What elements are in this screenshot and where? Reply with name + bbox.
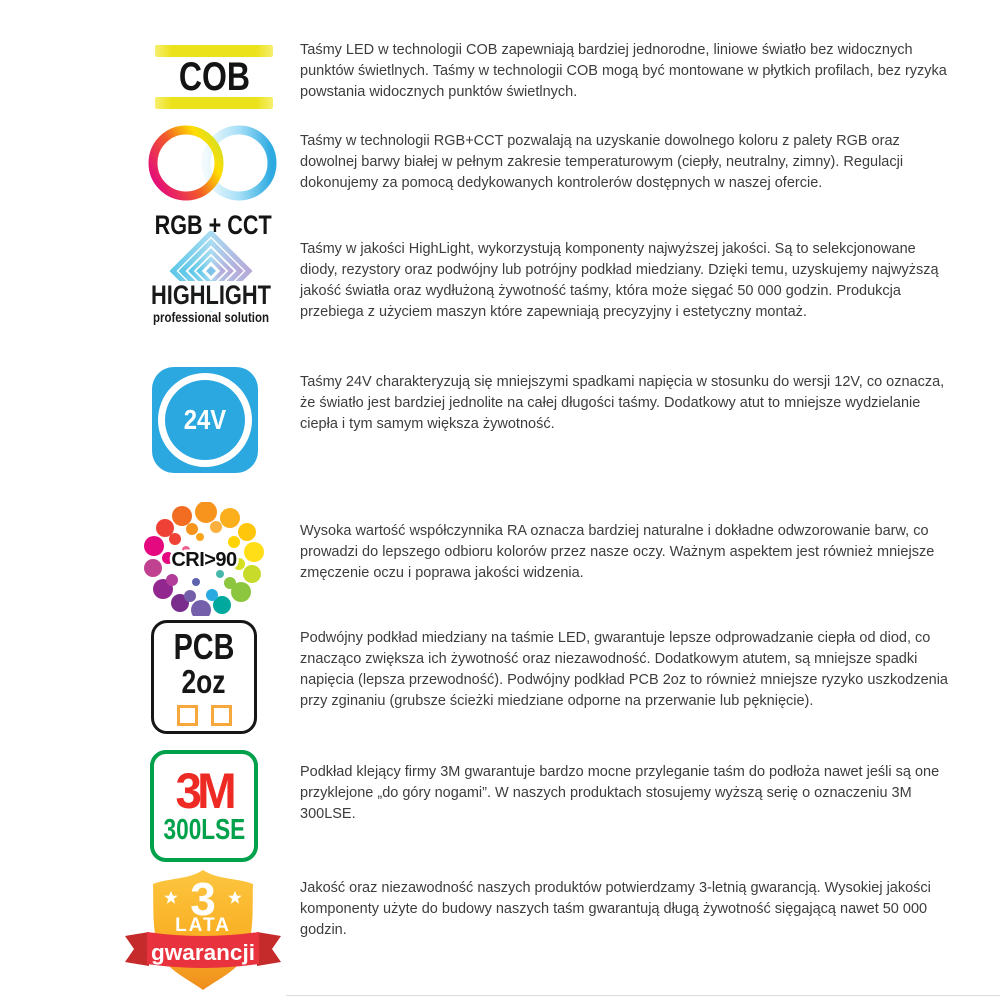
24v-circle-icon [152,367,258,473]
3m-300lse-icon [150,750,258,862]
pcb-description: Podwójny podkład miedziany na taśmie LED, gwarantuje lepsze odprowadzanie ciepła od diod, co znacząco zwiększa ich żywotność oraz niezawodność. Dodatkowym atutem, są mniejsze spadki napięcia (lepsza przewodność). Podwójny podkład PCB 2oz to również mniejsze ryzyko uszkodzenia przy zginaniu (grubsze ścieżki miedziane odporne na przerwanie lub pęknięcie). [300,630,948,709]
warranty-unit: LATA [175,915,231,936]
ribbon-left-flag [125,932,149,966]
cob-label: COB [178,54,250,99]
warranty-description: Jakość oraz niezawodność naszych produktów potwierdzamy 3-letnią gwarancją. Wysokiej jakości komponenty użyte do budowy naszych taśm gwarantują długą żywotność sięgającą nawet 50 000 godzin. [300,880,931,938]
highlight-sublabel: professional solution [153,309,269,325]
highlight-diamond-graphic [135,231,287,329]
24v-description: Taśmy 24V charakteryzują się mniejszymi spadkami napięcia w stosunku do wersji 12V, co oznacza, że światło jest bardziej jednolite na całej długości taśmy. Dodatkowy atut to mniejsze wydzielanie ciepła i tym samym większa żywotność. [300,374,945,432]
rgb-cct-label: RGB + CCT [154,210,272,240]
highlight-description: Taśmy w jakości HighLight, wykorzystują komponenty najwyższej jakości. Są to selekcjonowane diody, rezystory oraz podwójny lub potrójny podkład miedziany. Dzięki temu, uzyskujemy najwyższą jakość światła oraz wydłużoną żywotność taśmy, która może sięgać 50 000 godzin. Produkcja przebiega z użyciem maszyn które zapewniają precyzyjny i estetyczny montaż. [300,241,939,320]
bottom-divider [286,995,1000,996]
rgb-cct-rings-graphic [138,121,288,205]
cri-dots-graphic [142,502,266,616]
cri-description: Wysoka wartość współczynnika RA oznacza bardziej naturalne i dokładne odwzorowanie barw, co prowadzi do lepszego odbioru kolorów przez nasze oczy. Ważnym aspektem jest również mniejsze zmęczenie oczu i poprawa jakości widzenia. [300,523,935,581]
pcb-2oz-icon [151,620,257,734]
ribbon-right-flag [257,932,281,966]
24v-label: 24V [183,404,227,435]
3m-series-label: 300LSE [163,814,245,846]
3m-logo: 3M [175,763,233,819]
cob-description: Taśmy LED w technologii COB zapewniają bardziej jednorodne, liniowe światło bez widocznych punktów świetlnych. Taśmy w technologii COB mogą być montowane w płytkich profilach, bez ryzyka powstania widocznych punktów świetlnych. [300,42,947,100]
cob-bars-icon [155,45,273,109]
pcb-label: PCB [173,625,235,667]
warranty-word: gwarancji [151,940,255,965]
pcb-copper-pads [177,705,232,726]
24v-ring [158,373,252,467]
rgb-cct-description: Taśmy w technologii RGB+CCT pozwalają na uzyskanie dowolnego koloru z palety RGB oraz dowolnej barwy białej w pełnym zakresie temperaturowym (ciepły, neutralny, zimny). Regulacji dokonujemy za pomocą dedykowanych kontrolerów dostępnych w naszej ofercie. [300,133,904,191]
warranty-years: 3 [190,873,216,925]
rgb-cct-rings-icon [138,121,288,241]
highlight-label: HIGHLIGHT [151,280,272,310]
highlight-diamond-icon [135,231,287,334]
warranty-shield-icon [121,868,285,1000]
pcb-pad-right [211,705,232,726]
cri-label: CRI>90 [171,549,237,571]
pcb-sublabel: 2oz [181,662,226,700]
3m-description: Podkład klejący firmy 3M gwarantuje bardzo mocne przyleganie taśm do podłoża nawet jeśli są one przyklejone „do góry nogami”. W naszych produktach stosujemy wyższą serię o oznaczeniu 3M 300LSE. [300,764,940,822]
cri-color-dots-icon [142,502,266,621]
warranty-shield-graphic [121,868,285,996]
pcb-pad-left [177,705,198,726]
